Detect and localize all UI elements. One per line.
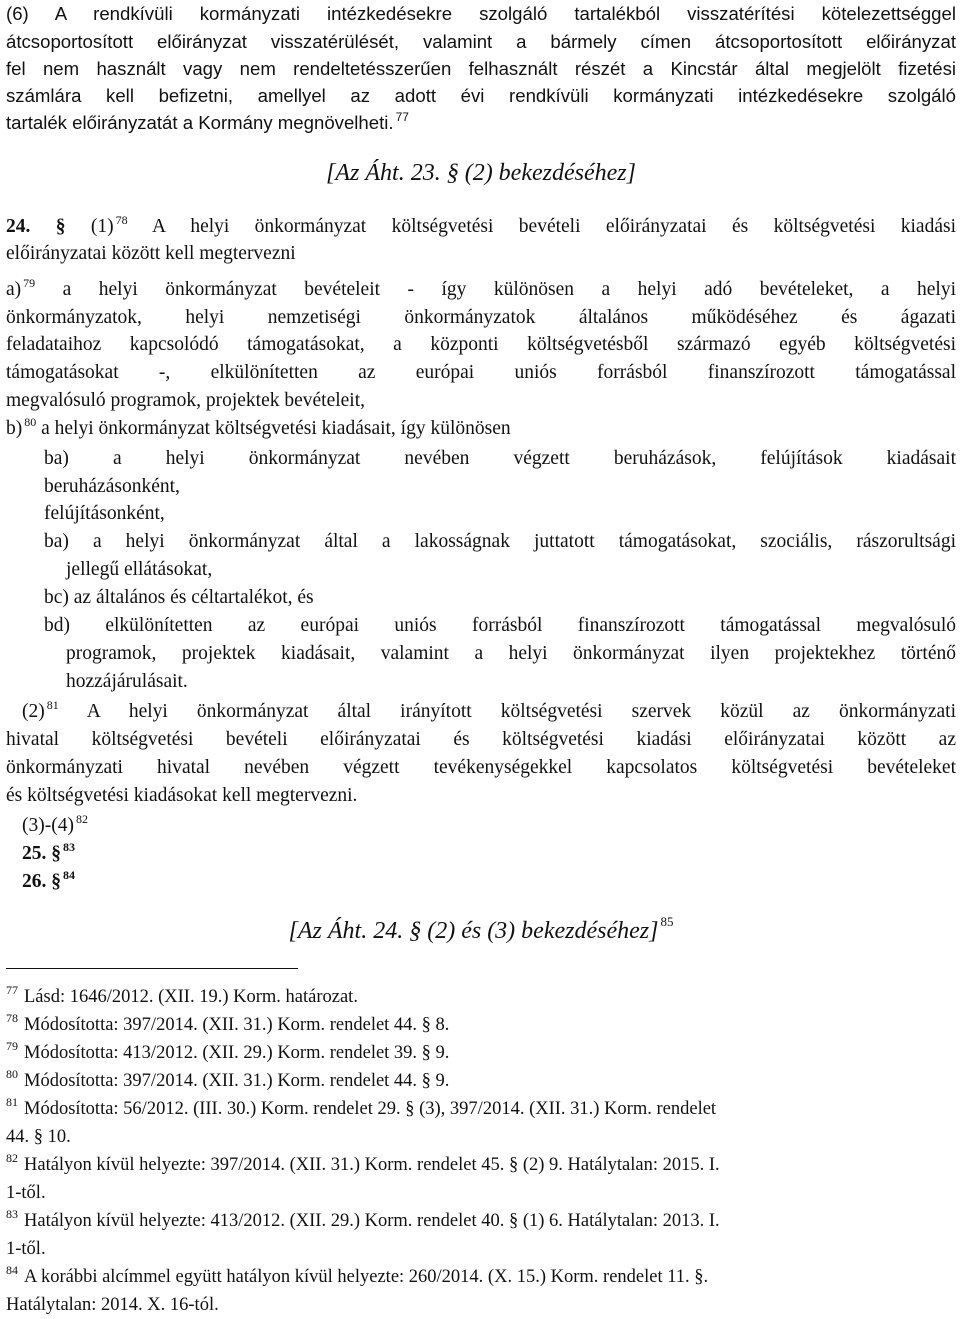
para-number: (2) — [22, 701, 45, 722]
footnote-number: 81 — [6, 1095, 18, 1109]
footnote-82-cont: 1-től. — [6, 1183, 46, 1203]
subpoint-bc-line-1: bc) az általános és céltartalékot, és — [44, 587, 314, 608]
footnote-77 — [6, 985, 956, 1010]
para6-line-2: átcsoportosított előirányzat visszatérülését, valamint a bármely címen átcsoportosított előirányzat — [6, 31, 956, 52]
footnote-ref: 77 — [395, 110, 409, 124]
footnote-text: Hatályon kívül helyezte: 397/2014. (XII. 31.) Korm. rendelet 45. § (2) 9. Hatálytalan: 2015. I. — [24, 1155, 720, 1175]
footnote-ref: 82 — [75, 812, 88, 826]
footnote-ref: 84 — [63, 868, 75, 882]
point-a-line-3: feladataihoz kapcsolódó támogatásokat, a központi költségvetésből származó egyéb költségvetési — [6, 334, 956, 355]
footnote-number: 80 — [6, 1067, 18, 1081]
footnote-text: Módosította: 397/2014. (XII. 31.) Korm. rendelet 44. § 8. — [24, 1015, 450, 1035]
para-text: A helyi önkormányzat által irányított költségvetési szervek közül az önkormányzati — [86, 701, 957, 722]
footnote-text: Hatályon kívül helyezte: 413/2012. (XII. 29.) Korm. rendelet 40. § (1) 6. Hatálytalan: 2013. I. — [24, 1211, 720, 1231]
footnote-83-cont: 1-től. — [6, 1239, 46, 1259]
footnote-number: 77 — [6, 983, 18, 997]
section-number: 26. § — [22, 871, 61, 892]
footnote-ref: 81 — [46, 698, 59, 712]
point-text: a helyi önkormányzat költségvetési kiadásait, így különösen — [41, 418, 511, 439]
point-a-line-5: megvalósuló programok, projektek bevételeit, — [6, 390, 366, 411]
footnote-ref: 79 — [23, 276, 36, 290]
footnote-84-cont: Hatálytalan: 2014. X. 16-tól. — [6, 1295, 219, 1315]
footnote-number: 84 — [6, 1263, 18, 1277]
footnote-number: 82 — [6, 1151, 18, 1165]
footnote-83 — [6, 1209, 956, 1234]
footnote-78 — [6, 1013, 956, 1038]
footnote-ref: 85 — [660, 914, 674, 929]
heading-text: [Az Áht. 24. § (2) és (3) bekezdéséhez] — [288, 918, 659, 944]
section-heading-2 — [6, 916, 956, 949]
section-26 — [22, 870, 960, 895]
para6-text: tartalék előirányzatát a Kormány megnövelheti. — [6, 112, 394, 133]
para6-line-4: számlára kell befizetni, amellyel az adott évi rendkívüli kormányzati intézkedésekre szolgáló — [6, 85, 956, 106]
footnote-81 — [6, 1097, 956, 1122]
footnote-text: A korábbi alcímmel együtt hatályon kívül helyezte: 260/2014. (X. 15.) Korm. rendelet 11. §. — [24, 1267, 709, 1287]
footnote-separator — [6, 968, 298, 969]
subpoint-ba-line-1: ba) a helyi önkormányzat nevében végzett beruházások, felújítások kiadásait — [44, 448, 956, 469]
para6-line-5 — [6, 111, 956, 137]
footnote-number: 78 — [6, 1011, 18, 1025]
footnote-text: Módosította: 413/2012. (XII. 29.) Korm. rendelet 39. § 9. — [24, 1043, 450, 1063]
para2-line-4: és költségvetési kiadásokat kell megtervezni. — [6, 785, 358, 806]
section-number: 24. § — [6, 216, 66, 237]
footnote-text: Módosította: 56/2012. (III. 30.) Korm. rendelet 29. § (3), 397/2014. (XII. 31.) Korm. rendelet — [24, 1099, 717, 1119]
para-3-4 — [22, 814, 960, 839]
section-25 — [22, 842, 960, 867]
subpoint-bd-line-3: hozzájárulásait. — [66, 671, 188, 692]
point-a-line-2: önkormányzatok, helyi nemzetiségi önkormányzatok általános működéséhez és ágazati — [6, 307, 956, 328]
footnote-79 — [6, 1041, 956, 1066]
point-b-line-1 — [6, 417, 956, 442]
footnote-text: Lásd: 1646/2012. (XII. 19.) Korm. határozat. — [24, 987, 358, 1007]
s24-line-2: előirányzatai között kell megtervezni — [6, 243, 296, 264]
footnote-84 — [6, 1265, 956, 1290]
subpoint-ba-line-2: beruházásonként, — [44, 476, 180, 497]
footnote-ref: 78 — [115, 213, 128, 227]
subpoint-ba-line-3: felújításonként, — [44, 503, 165, 524]
subpoint-bb-line-2: jellegű ellátásokat, — [66, 559, 213, 580]
footnote-81-cont: 44. § 10. — [6, 1127, 71, 1147]
para-text: A helyi önkormányzat költségvetési bevételi előirányzatai és költségvetési kiadási — [151, 216, 956, 237]
point-label: a) — [6, 279, 22, 300]
para2-line-2: hivatal költségvetési bevételi előirányzatai és költségvetési kiadási előirányzatai között az — [6, 729, 956, 750]
footnote-ref: 80 — [24, 415, 37, 429]
section-number: 25. § — [22, 843, 61, 864]
para-number: (1) — [90, 216, 114, 237]
para-number: (3)-(4) — [22, 815, 74, 836]
point-label: b) — [6, 418, 23, 439]
para6-line-3: fel nem használt vagy nem rendeltetésszerűen felhasznált részét a Kincstár által megjelölt fizetési — [6, 58, 956, 79]
point-a-line-1 — [6, 278, 956, 303]
s24-line-1 — [6, 215, 956, 240]
point-a-line-4: támogatásokat -, elkülönítetten az európai uniós forrásból finanszírozott támogatással — [6, 362, 956, 383]
footnote-82 — [6, 1153, 956, 1178]
footnote-text: Módosította: 397/2014. (XII. 31.) Korm. rendelet 44. § 9. — [24, 1071, 450, 1091]
footnote-number: 79 — [6, 1039, 18, 1053]
subpoint-bb-line-1: ba) a helyi önkormányzat által a lakosságnak juttatott támogatásokat, szociális, rászorultsági — [44, 531, 956, 552]
footnote-80 — [6, 1069, 956, 1094]
point-text: a helyi önkormányzat bevételeit - így különösen a helyi adó bevételeket, a helyi — [62, 279, 957, 300]
subpoint-bd-line-2: programok, projektek kiadásait, valamint a helyi önkormányzat ilyen projektekhez történő — [66, 643, 956, 664]
footnote-ref: 83 — [63, 840, 75, 854]
footnote-number: 83 — [6, 1207, 18, 1221]
para6-line-1: (6) A rendkívüli kormányzati intézkedésekre szolgáló tartalékból visszatérítési kötelezettséggel — [6, 3, 956, 24]
section-heading: [Az Áht. 23. § (2) bekezdéséhez] — [326, 160, 636, 186]
para2-line-1 — [22, 700, 956, 725]
para2-line-3: önkormányzati hivatal nevében végzett tevékenységekkel kapcsolatos költségvetési bevételeket — [6, 757, 956, 778]
subpoint-bd-line-1: bd) elkülönítetten az európai uniós forrásból finanszírozott támogatással megvalósuló — [44, 615, 956, 636]
